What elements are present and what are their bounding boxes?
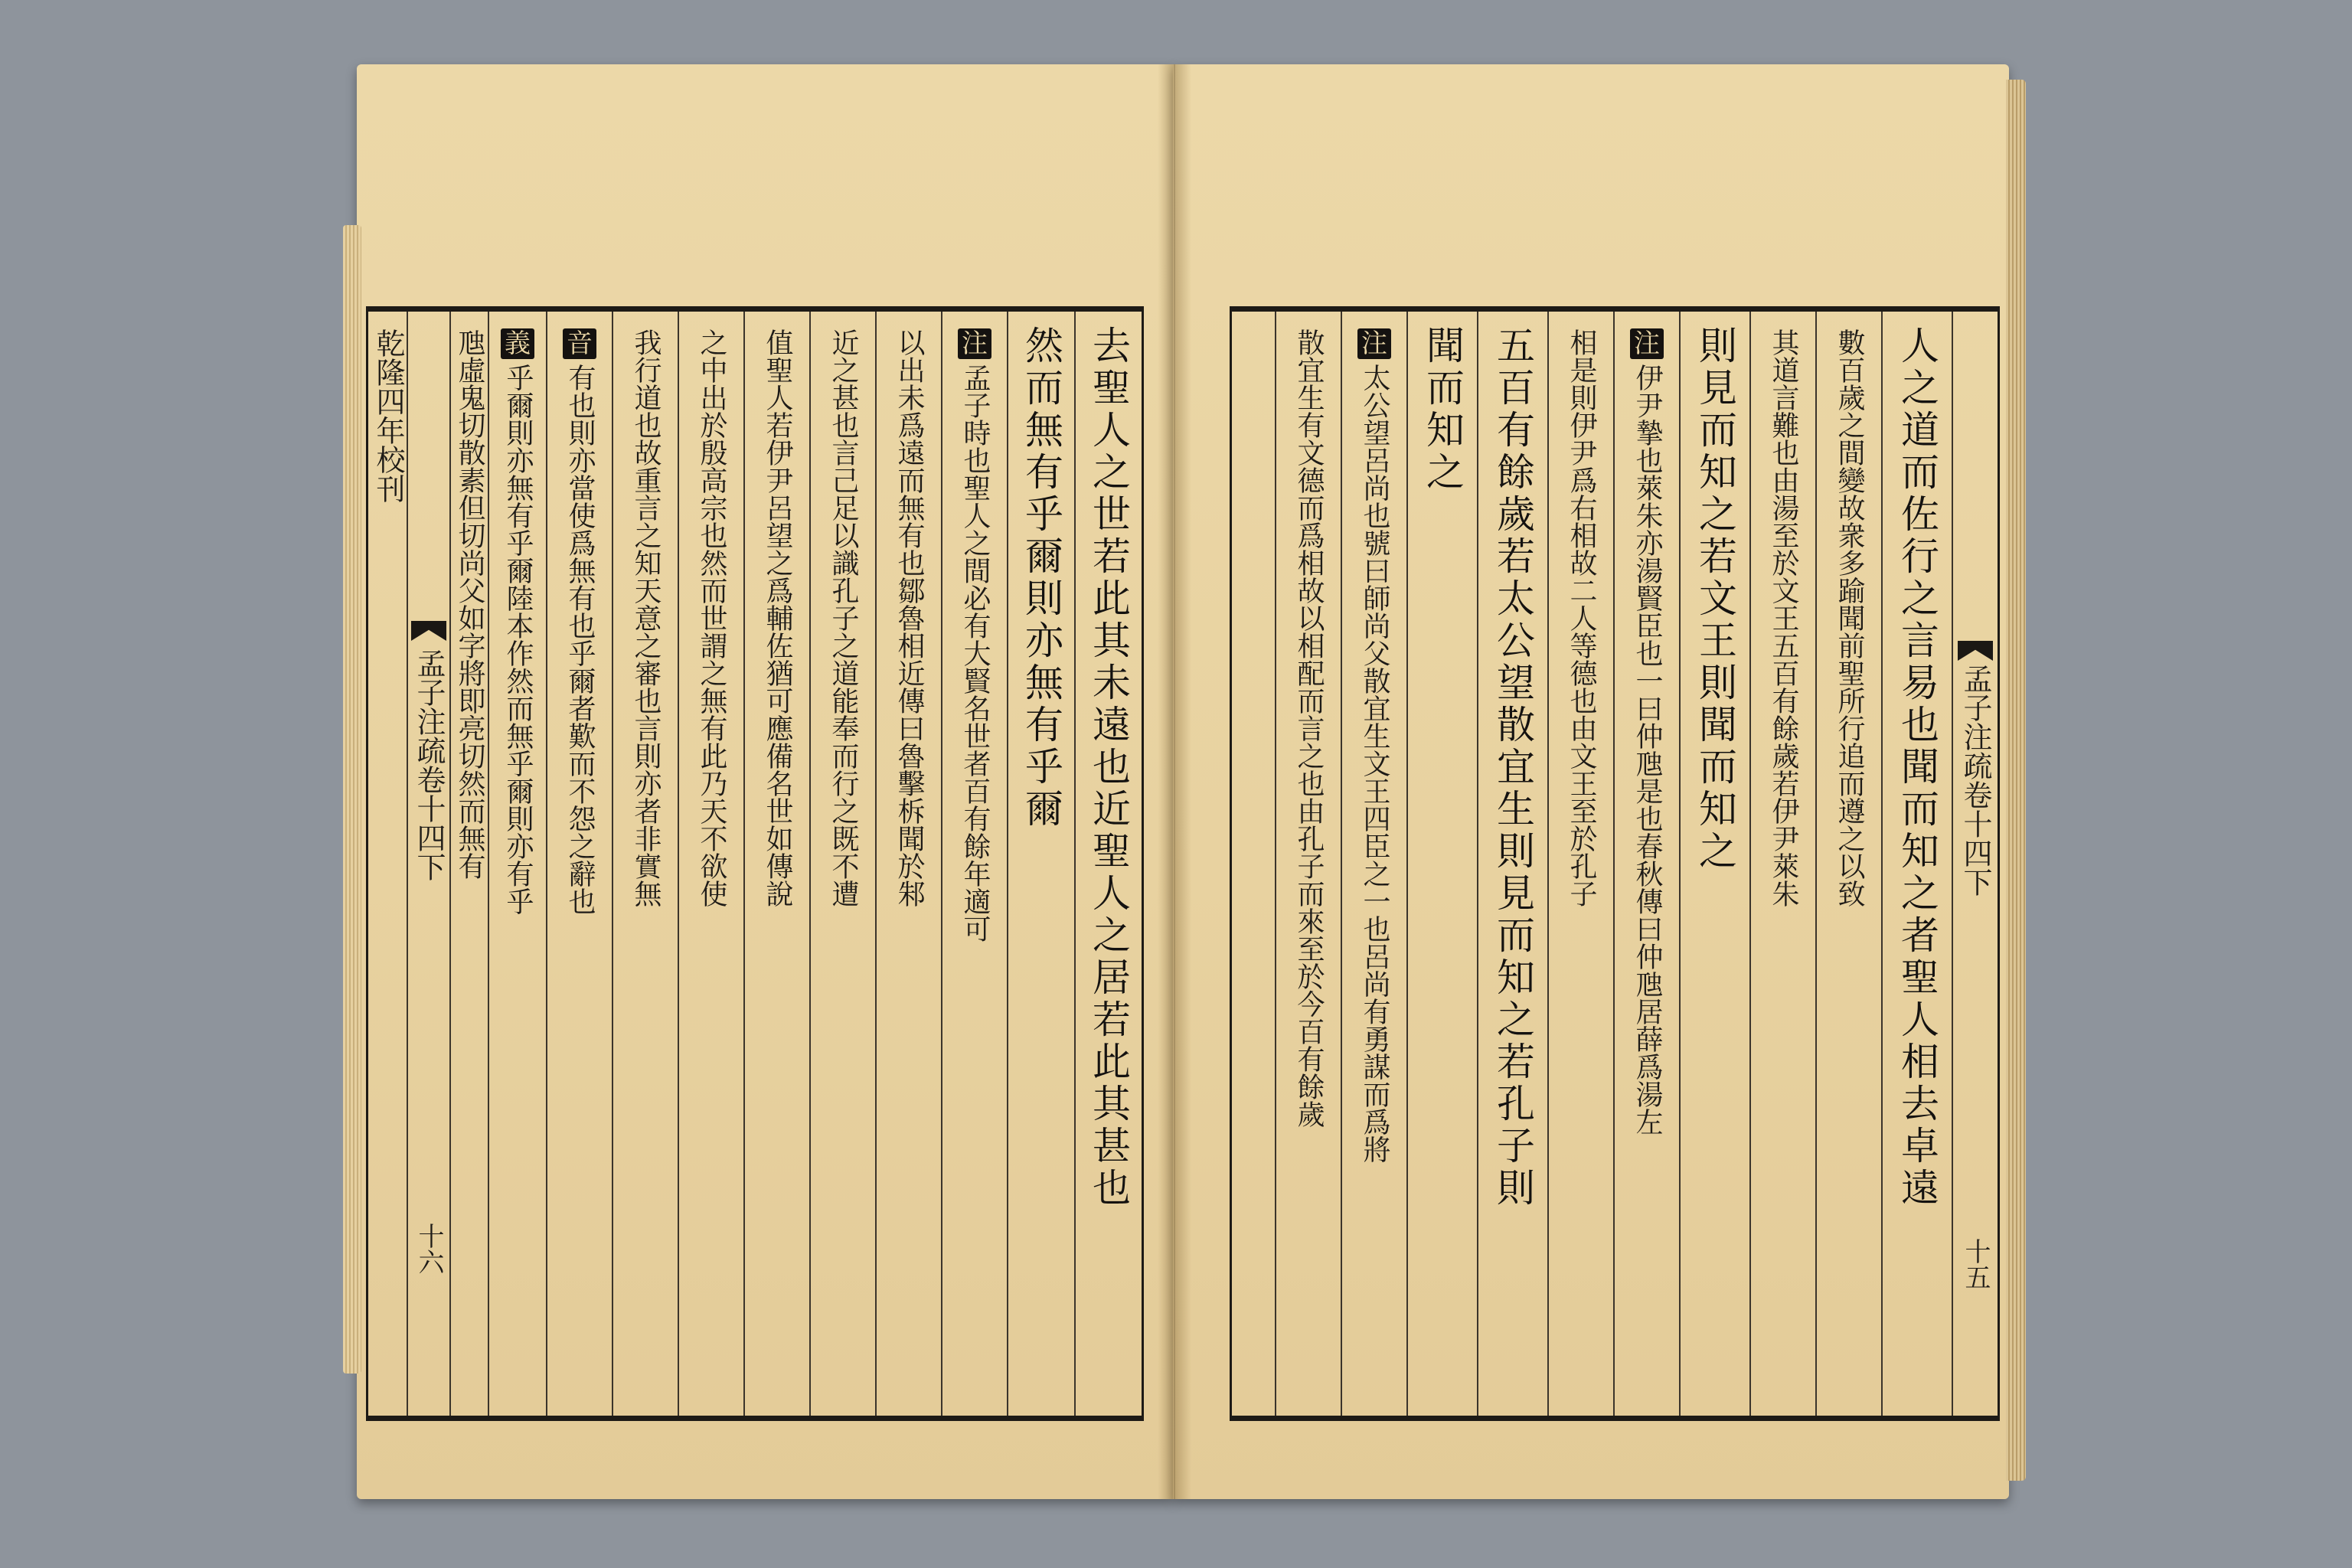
column-text: 值聖人若伊尹呂望之爲輔佐猶可應備名世如傳說: [762, 328, 793, 907]
left-columns: [368, 312, 1142, 1416]
text-column: [1074, 312, 1142, 1416]
annotation-tag: 注: [958, 328, 991, 359]
text-column: [678, 312, 743, 1416]
edition-date: 乾隆四年校刊: [371, 328, 405, 503]
text-column: [612, 312, 678, 1416]
text-column: [1881, 312, 1952, 1416]
text-column: [1815, 312, 1881, 1416]
annotation-tag: 注: [1630, 328, 1664, 359]
column-text: 有也則亦當使爲無有也乎爾者歎而不怨之辭也: [564, 364, 596, 915]
text-column: [941, 312, 1007, 1416]
right-text-frame: [1230, 306, 2000, 1421]
note-column: [1232, 312, 1275, 1416]
column-text: 五百有餘歲若太公望散宜生則見而知之若孔子則: [1491, 325, 1535, 1210]
text-column: [1341, 312, 1406, 1416]
column-text: 聞而知之: [1420, 325, 1465, 494]
column-text: 虺虛鬼切散素但切尚父如字將即亮切然而無有: [454, 328, 485, 880]
column-text: 太公望呂尚也號曰師尚父散宜生文王四臣之一也呂尚有勇謀而爲將: [1359, 364, 1390, 1163]
margin-title: 孟子注疏卷十四下: [412, 648, 446, 881]
column-text: 乎爾則亦無有乎爾陸本作然而無乎爾則亦有乎: [502, 364, 534, 915]
text-column: [743, 312, 809, 1416]
text-column: [1007, 312, 1074, 1416]
margin-title: 孟子注疏卷十四下: [1958, 664, 1992, 897]
fishtail-mark: [411, 621, 446, 641]
text-column: [546, 312, 612, 1416]
text-column: [1749, 312, 1815, 1416]
column-text: 去聖人之世若此其未遠也近聖人之居若此其甚也: [1086, 325, 1131, 1210]
note-column: [449, 312, 488, 1416]
left-text-frame: [366, 306, 1144, 1421]
text-column: [488, 312, 546, 1416]
text-column: [809, 312, 875, 1416]
right-columns: [1232, 312, 1998, 1416]
column-text: 我行道也故重言之知天意之審也言則亦者非實無: [630, 328, 662, 907]
annotation-tag: 音: [563, 328, 596, 359]
text-column: [875, 312, 941, 1416]
column-text: 伊尹摯也萊朱亦湯賢臣也一曰仲虺是也春秋傳曰仲虺居薛爲湯左: [1632, 364, 1663, 1135]
column-text: 則見而知之若文王則聞而知之: [1693, 325, 1737, 873]
column-text: 近之甚也言己足以識孔子之道能奉而行之既不遭: [828, 328, 859, 907]
column-text: 孟子時也聖人之間必有大賢名世者百有餘年適可: [959, 364, 991, 942]
column-text: 之中出於殷高宗也然而世謂之無有此乃天不欲使: [696, 328, 727, 907]
text-column: [1547, 312, 1613, 1416]
column-text: 以出未爲遠而無有也鄒魯相近傳曰魯擊柝聞於邾: [893, 328, 925, 907]
fishtail-mark: [1958, 641, 1993, 661]
column-text: 散宜生有文德而爲相故以相配而言之也由孔子而來至於今百有餘歲: [1293, 328, 1325, 1128]
book-gutter: [1158, 64, 1191, 1499]
annotation-tag: 義: [501, 328, 534, 359]
folio-number: 十六: [413, 1223, 444, 1275]
column-text: 相是則伊尹爲右相故二人等德也由文王至於孔子: [1566, 328, 1597, 907]
block-heart-margin: [407, 312, 449, 1416]
column-text: 其道言難也由湯至於文王五百有餘歲若伊尹萊朱: [1768, 328, 1799, 907]
edition-date-column: [370, 312, 407, 1416]
block-heart-margin: [1952, 312, 1998, 1416]
annotation-tag: 注: [1357, 328, 1391, 359]
column-text: 數百歲之間變故衆多踰聞前聖所行追而遵之以致: [1834, 328, 1865, 907]
text-column: [1275, 312, 1341, 1416]
column-text: 人之道而佐行之言易也聞而知之者聖人相去卓遠: [1895, 325, 1939, 1210]
column-text: 然而無有乎爾則亦無有乎爾: [1019, 325, 1063, 831]
folio-number: 十五: [1960, 1238, 1991, 1290]
text-column: [1613, 312, 1679, 1416]
text-column: [1477, 312, 1547, 1416]
text-column: [1406, 312, 1477, 1416]
text-column: [1679, 312, 1749, 1416]
